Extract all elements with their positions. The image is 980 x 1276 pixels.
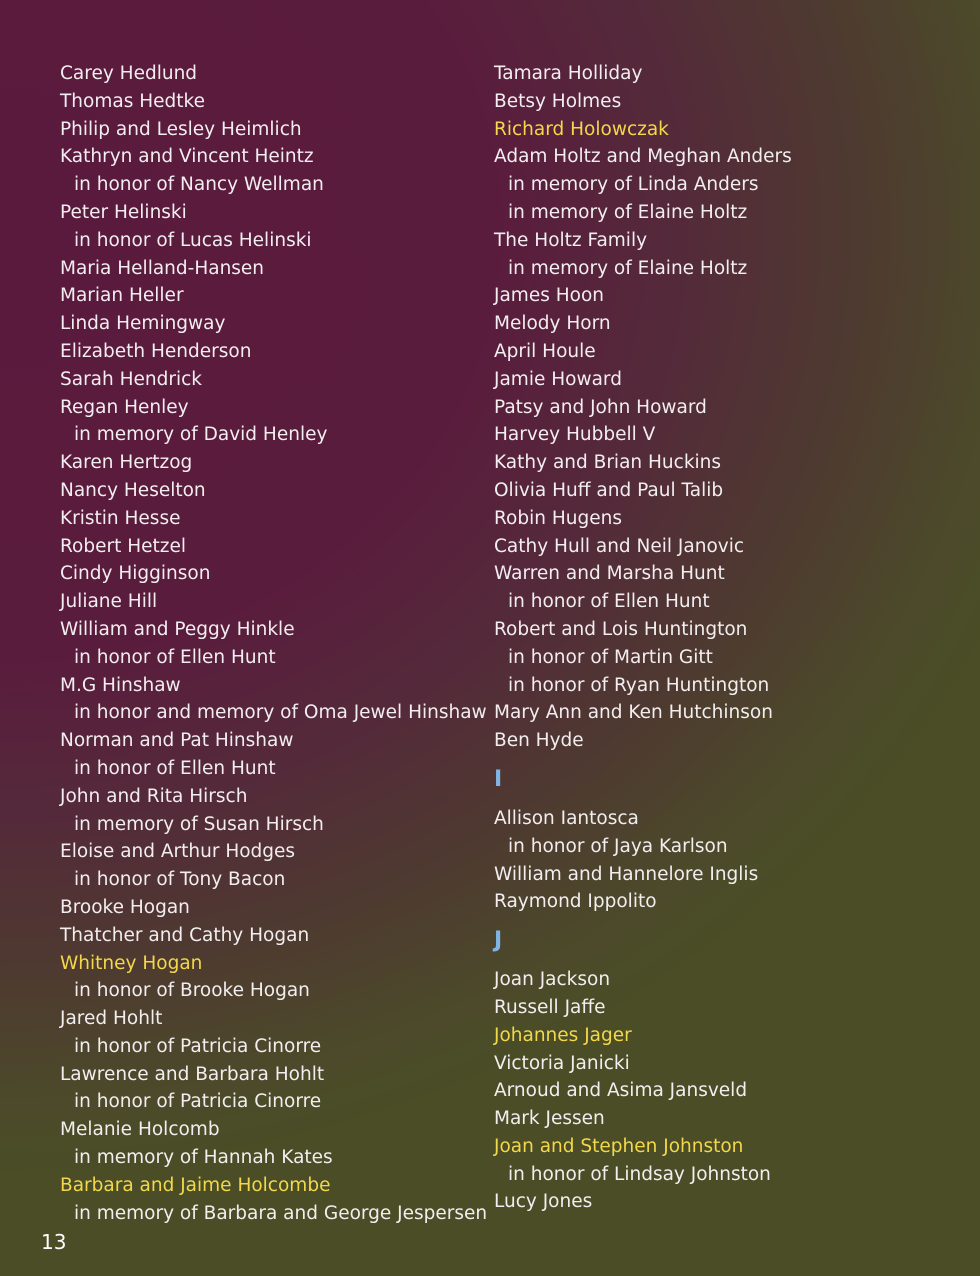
dedication-note: in honor of Ryan Huntington	[508, 674, 770, 696]
donor-name: Allison Iantosca	[494, 807, 639, 829]
dedication-note: in honor and memory of Oma Jewel Hinshaw	[74, 702, 487, 724]
dedication-note: in memory of Hannah Kates	[74, 1147, 333, 1169]
donor-name: Cindy Higginson	[60, 563, 211, 585]
donor-name: Mark Jessen	[494, 1108, 605, 1130]
dedication-note: in honor of Jaya Karlson	[508, 835, 728, 857]
donor-name: Jamie Howard	[494, 368, 622, 390]
dedication-note: in honor of Ellen Hunt	[74, 646, 276, 668]
donor-name-highlighted: Richard Holowczak	[494, 118, 669, 140]
donor-name: Melody Horn	[494, 313, 611, 335]
donor-name: Regan Henley	[60, 396, 189, 418]
donor-name: John and Rita Hirsch	[60, 785, 248, 807]
donor-name: Warren and Marsha Hunt	[494, 563, 725, 585]
donor-name: M.G Hinshaw	[60, 674, 181, 696]
dedication-note: in honor of Brooke Hogan	[74, 980, 310, 1002]
donor-name: Cathy Hull and Neil Janovic	[494, 535, 745, 557]
donor-name: Karen Hertzog	[60, 452, 193, 474]
donor-name: Sarah Hendrick	[60, 368, 203, 390]
donor-name: Brooke Hogan	[60, 896, 190, 918]
donor-name: James Hoon	[494, 285, 604, 307]
donor-name: Thomas Hedtke	[60, 90, 205, 112]
dedication-note: in honor of Tony Bacon	[74, 869, 286, 891]
donor-name-highlighted: Johannes Jager	[494, 1024, 632, 1046]
dedication-note: in honor of Patricia Cinorre	[74, 1091, 322, 1113]
donor-name: Betsy Holmes	[494, 90, 622, 112]
donor-name: Kristin Hesse	[60, 507, 181, 529]
donor-name: Nancy Heselton	[60, 479, 206, 501]
donor-name: Lucy Jones	[494, 1191, 593, 1213]
donor-name: Patsy and John Howard	[494, 396, 707, 418]
donor-name: Adam Holtz and Meghan Anders	[494, 146, 792, 168]
dedication-note: in memory of Barbara and George Jespersen	[74, 1202, 488, 1224]
donor-name: Ben Hyde	[494, 730, 584, 752]
donor-name: Maria Helland-Hansen	[60, 257, 265, 279]
donor-name: Harvey Hubbell V	[494, 424, 656, 446]
donor-name: April Houle	[494, 340, 596, 362]
donor-name: Russell Jaffe	[494, 996, 606, 1018]
donor-name: Eloise and Arthur Hodges	[60, 841, 296, 863]
dedication-note: in honor of Martin Gitt	[508, 646, 713, 668]
dedication-note: in memory of Susan Hirsch	[74, 813, 324, 835]
donor-name: Linda Hemingway	[60, 313, 226, 335]
donor-name: Carey Hedlund	[60, 63, 198, 84]
donor-name: Juliane Hill	[60, 591, 158, 613]
donor-name: William and Peggy Hinkle	[60, 618, 295, 640]
donor-name: Norman and Pat Hinshaw	[60, 730, 294, 752]
donor-list-right-column	[494, 60, 954, 1216]
donor-name: Robert Hetzel	[60, 535, 186, 557]
donor-name: Raymond Ippolito	[494, 891, 657, 913]
dedication-note: in honor of Nancy Wellman	[74, 174, 324, 196]
dedication-note: in honor of Lucas Helinski	[74, 229, 312, 251]
dedication-note: in memory of Elaine Holtz	[508, 201, 748, 223]
donor-name: Elizabeth Henderson	[60, 340, 252, 362]
donor-name: Robin Hugens	[494, 507, 622, 529]
donor-name: Arnoud and Asima Jansveld	[494, 1080, 748, 1102]
donor-name: Olivia Huff and Paul Talib	[494, 479, 724, 501]
dedication-note: in honor of Lindsay Johnston	[508, 1163, 771, 1185]
donor-name: Mary Ann and Ken Hutchinson	[494, 702, 773, 724]
donor-name: Lawrence and Barbara Hohlt	[60, 1063, 325, 1085]
donor-name: Kathryn and Vincent Heintz	[60, 146, 314, 168]
donor-name: Marian Heller	[60, 285, 184, 307]
section-letter-heading: I	[494, 766, 503, 792]
donor-name: Joan Jackson	[494, 969, 611, 991]
dedication-note: in memory of Elaine Holtz	[508, 257, 748, 279]
dedication-note: in honor of Patricia Cinorre	[74, 1035, 322, 1057]
donor-name-highlighted: Joan and Stephen Johnston	[494, 1135, 744, 1157]
donor-name: Kathy and Brian Huckins	[494, 452, 722, 474]
donor-name: Tamara Holliday	[494, 63, 643, 84]
donor-name: Philip and Lesley Heimlich	[60, 118, 302, 140]
donor-name: Jared Hohlt	[60, 1008, 163, 1030]
dedication-note: in honor of Ellen Hunt	[508, 591, 710, 613]
donor-name-highlighted: Barbara and Jaime Holcombe	[60, 1174, 331, 1196]
donor-name: William and Hannelore Inglis	[494, 863, 759, 885]
section-letter-heading: J	[494, 928, 503, 954]
donor-name: Robert and Lois Huntington	[494, 618, 748, 640]
donor-name: Thatcher and Cathy Hogan	[60, 924, 310, 946]
page-number: 13	[41, 1230, 67, 1254]
dedication-note: in memory of David Henley	[74, 424, 328, 446]
dedication-note: in memory of Linda Anders	[508, 174, 759, 196]
donor-name: The Holtz Family	[494, 229, 648, 251]
donor-name-highlighted: Whitney Hogan	[60, 952, 203, 974]
donor-name: Peter Helinski	[60, 201, 187, 223]
donor-name: Melanie Holcomb	[60, 1119, 220, 1141]
donor-name: Victoria Janicki	[494, 1052, 630, 1074]
donor-list-left-column	[60, 60, 488, 1227]
dedication-note: in honor of Ellen Hunt	[74, 757, 276, 779]
